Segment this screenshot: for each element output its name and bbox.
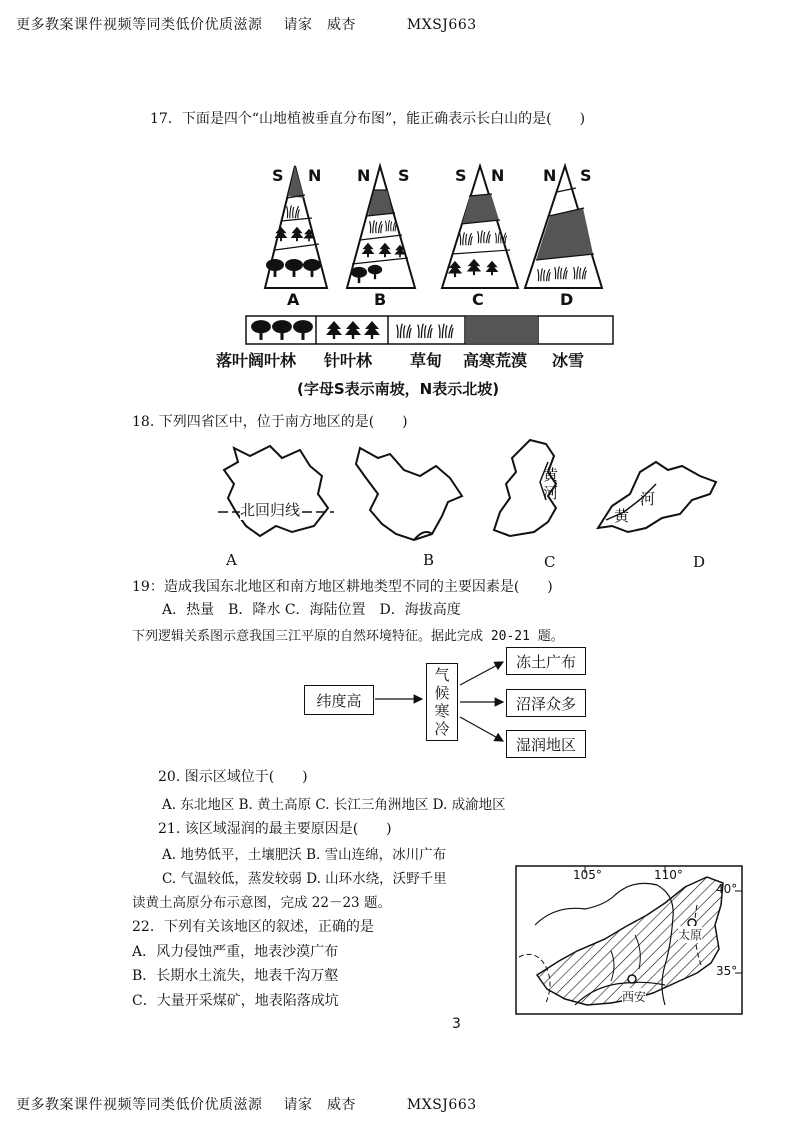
legend-conifer: 针叶林 (324, 351, 373, 370)
question-21-options-line2: C. 气温较低，蒸发较弱 D. 山环水绕，沃野千里 (162, 871, 447, 887)
question-17-stem: 17．下面是四个“山地植被垂直分布图”，能正确表示长白山的是( ) (150, 111, 586, 127)
flow-target-3: 湿润地区 (506, 730, 586, 758)
legend-bar (246, 316, 613, 344)
q18-option-b: B (423, 551, 435, 569)
mountain-d-label: D (560, 290, 574, 309)
map-c-river-label: 黄河 (543, 466, 559, 502)
flow-middle-char-4: 冷 (434, 720, 450, 738)
header (16, 14, 477, 34)
mountain-b-left-label: N (357, 166, 371, 185)
vegetation-diagrams (240, 158, 630, 358)
mountain-b-right-label: S (398, 166, 410, 185)
footer-text: 更多教案课件视频等同类低价优质滋源 (16, 1097, 263, 1113)
flow-target-2: 沼泽众多 (506, 689, 586, 717)
legend-meadow: 草甸 (410, 351, 443, 370)
map-d-label-1: 河 (640, 490, 656, 508)
page-number: 3 (452, 1016, 461, 1032)
flow-target-1: 冻土广布 (506, 647, 586, 675)
slope-note: (字母S表示南坡，N表示北坡) (297, 380, 500, 398)
flow-middle-char-3: 寒 (434, 702, 450, 720)
question-20-stem: 20. 图示区域位于( ) (158, 769, 308, 785)
mountain-b-label: B (374, 290, 387, 309)
question-20-options: A. 东北地区 B. 黄土高原 C. 长江三角洲地区 D. 成渝地区 (162, 797, 506, 813)
header-code: MXSJ663 (406, 17, 477, 33)
question-22-option-b: B．长期水土流失，地表千沟万壑 (132, 968, 339, 984)
intro-20-21: 下列逻辑关系图示意我国三江平原的自然环境特征。据此完成 20-21 题。 (132, 629, 564, 644)
question-18-stem: 18. 下列四省区中，位于南方地区的是( ) (132, 414, 408, 430)
legend-alpine-desert: 高寒荒漠 (463, 351, 528, 370)
footer-contact: 请家 威杏 (283, 1097, 356, 1113)
footer-code: MXSJ663 (406, 1097, 477, 1113)
map-city-taiyuan: 太原 (678, 928, 703, 942)
flow-middle-box (426, 663, 458, 741)
q18-option-c: C (544, 553, 556, 571)
legend-broadleaf: 落叶阔叶林 (216, 351, 297, 370)
map-lat-40: 40° (716, 882, 738, 896)
q18-option-a: A (226, 551, 237, 569)
map-city-xian: 西安 (622, 990, 647, 1004)
mountain-c (442, 166, 518, 288)
mountain-c-right-label: N (491, 166, 505, 185)
map-a-tropic-label: 北回归线 (240, 501, 301, 519)
question-19-stem: 19：造成我国东北地区和南方地区耕地类型不同的主要因素是( ) (132, 579, 553, 595)
header-text: 更多教案课件视频等同类低价优质滋源 (16, 17, 263, 33)
question-22-option-c: C．大量开采煤矿，地表陷落成坑 (132, 993, 339, 1009)
header-contact: 请家 威杏 (283, 17, 356, 33)
mountain-a-left-label: S (272, 166, 284, 185)
footer (16, 1094, 477, 1114)
intro-22-23: 读黄土高原分布示意图，完成 22－23 题。 (132, 895, 391, 911)
map-lon-105: 105° (573, 868, 602, 882)
map-d-label-2: 黄 (614, 507, 630, 525)
q18-option-d: D (693, 553, 706, 571)
map-b-outline (356, 448, 462, 540)
question-22-option-a: A．风力侵蚀严重，地表沙漠广布 (132, 944, 339, 960)
question-22-stem: 22．下列有关该地区的叙述，正确的是 (132, 919, 374, 935)
question-21-options-line1: A. 地势低平，土壤肥沃 B. 雪山连绵，冰川广布 (162, 847, 447, 863)
map-lon-110: 110° (654, 868, 683, 882)
legend-ice-snow: 冰雪 (552, 351, 585, 370)
flow-middle-char-1: 气 (434, 666, 450, 684)
question-21-stem: 21. 该区域湿润的最主要原因是( ) (158, 821, 392, 837)
mountain-d-left-label: N (543, 166, 557, 185)
question-19-options: A．热量 B．降水 C．海陆位置 D．海拔高度 (162, 602, 461, 618)
mountain-a-label: A (287, 290, 300, 309)
map-a-outline (224, 446, 328, 536)
flow-source-box: 纬度高 (304, 685, 374, 715)
mountain-c-left-label: S (455, 166, 467, 185)
map-lat-35: 35° (716, 964, 738, 978)
mountain-d-right-label: S (580, 166, 592, 185)
mountain-c-label: C (472, 290, 484, 309)
mountain-a-right-label: N (308, 166, 322, 185)
flow-middle-char-2: 候 (434, 684, 450, 702)
